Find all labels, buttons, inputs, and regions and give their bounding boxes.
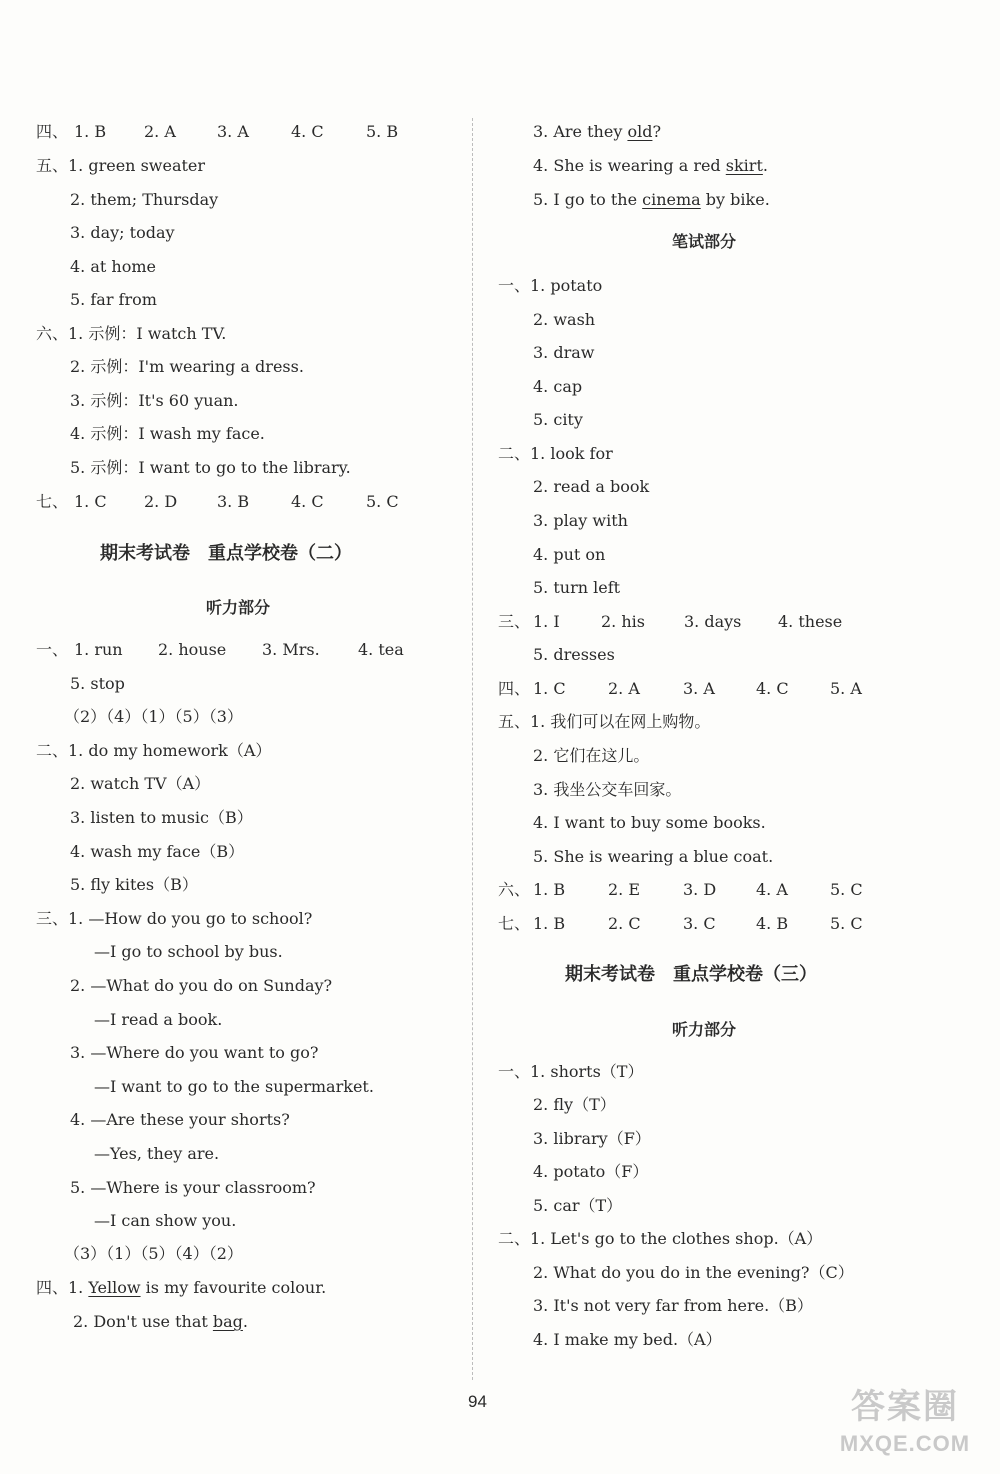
section-prefix: 四、 xyxy=(498,679,531,698)
answer-line: 4. 示例：I wash my face. xyxy=(70,424,265,443)
answer-item: 4. C xyxy=(291,122,324,141)
answer-item: 2. A xyxy=(144,122,176,141)
answer-line: 2. read a book xyxy=(533,477,650,496)
answer-line: 4. cap xyxy=(533,377,583,396)
column-divider xyxy=(472,118,473,1380)
answer-item: 3. Mrs. xyxy=(262,640,320,659)
answer-item: 2. his xyxy=(601,612,645,631)
answer-line: 一、1. potato xyxy=(498,276,603,295)
underlined-word: Yellow xyxy=(88,1278,141,1297)
answer-line: 3. It's not very far from here.（B） xyxy=(533,1296,813,1315)
answer-line: 2. What do you do in the evening?（C） xyxy=(533,1263,854,1282)
answer-item: 1. B xyxy=(533,880,566,899)
answer-item: 1. B xyxy=(533,914,566,933)
answer-line: 四、1. Yellow is my favourite colour. xyxy=(36,1278,327,1297)
answer-line: 2. wash xyxy=(533,310,596,329)
answer-line: 2. fly（T） xyxy=(533,1095,616,1114)
answer-line: 5. city xyxy=(533,410,583,429)
answer-line: 3. —Where do you want to go? xyxy=(70,1043,319,1062)
answer-order: （2）（4）（1）（5）（3） xyxy=(64,707,243,726)
page-number: 94 xyxy=(468,1392,487,1411)
exam-title: 期末考试卷 重点学校卷（二） xyxy=(100,543,352,564)
answer-line: 2. watch TV（A） xyxy=(70,774,211,793)
answer-item: 5. A xyxy=(830,679,862,698)
answer-line: 5. turn left xyxy=(533,578,621,597)
section-prefix: 四、 xyxy=(36,122,69,141)
answer-line: —I read a book. xyxy=(94,1010,223,1029)
answer-item: 2. C xyxy=(608,914,641,933)
answer-line: 4. put on xyxy=(533,545,606,564)
answer-line: 5. She is wearing a blue coat. xyxy=(533,847,774,866)
answer-line: 3. listen to music（B） xyxy=(70,808,253,827)
answer-line: 二、1. do my homework（A） xyxy=(36,741,272,760)
answer-item: 1. B xyxy=(74,122,107,141)
answer-item: 1. run xyxy=(74,640,123,659)
section-prefix: 七、 xyxy=(36,492,69,511)
answer-line: 5. 示例：I want to go to the library. xyxy=(70,458,351,477)
answer-line: —I go to school by bus. xyxy=(94,942,283,961)
answer-line: 二、1. look for xyxy=(498,444,613,463)
answer-line: 4. I want to buy some books. xyxy=(533,813,766,832)
answer-item: 5. C xyxy=(830,914,863,933)
answer-line: 4. at home xyxy=(70,257,156,276)
answer-line: 5. fly kites（B） xyxy=(70,875,198,894)
answer-line: —I can show you. xyxy=(94,1211,237,1230)
answer-line: 2. 它们在这儿。 xyxy=(533,746,650,765)
answer-line: 一、1. shorts（T） xyxy=(498,1062,644,1081)
answer-line: 3. library（F） xyxy=(533,1129,651,1148)
underlined-word: skirt xyxy=(725,156,763,175)
answer-item: 1. C xyxy=(74,492,107,511)
answer-line: 5. far from xyxy=(70,290,157,309)
answer-line: 4. She is wearing a red skirt. xyxy=(533,156,768,175)
answer-line: 三、1. —How do you go to school? xyxy=(36,909,313,928)
answer-line: 3. 我坐公交车回家。 xyxy=(533,780,682,799)
answer-line: 2. —What do you do on Sunday? xyxy=(70,976,333,995)
answer-item: 2. house xyxy=(158,640,227,659)
answer-item: 3. B xyxy=(217,492,250,511)
answer-line: —I want to go to the supermarket. xyxy=(94,1077,374,1096)
answer-line: 5. stop xyxy=(70,674,125,693)
section-title: 笔试部分 xyxy=(672,232,737,251)
watermark-url: MXQE.COM xyxy=(839,1431,971,1456)
answer-line: 3. play with xyxy=(533,511,628,530)
section-prefix: 一、 xyxy=(36,640,69,659)
answer-line: 5. car（T） xyxy=(533,1196,623,1215)
answer-line: 4. wash my face（B） xyxy=(70,842,245,861)
answer-item: 1. I xyxy=(533,612,560,631)
answer-line: —Yes, they are. xyxy=(94,1144,220,1163)
answer-item: 4. these xyxy=(778,612,843,631)
watermark-text: 答案圈 xyxy=(851,1388,959,1426)
answer-line: 五、1. green sweater xyxy=(36,156,206,175)
answer-item: 4. C xyxy=(756,679,789,698)
answer-item: 5. C xyxy=(830,880,863,899)
section-prefix: 三、 xyxy=(498,612,531,631)
answer-item: 4. C xyxy=(291,492,324,511)
answer-item: 1. C xyxy=(533,679,566,698)
answer-item: 4. B xyxy=(756,914,789,933)
underlined-word: cinema xyxy=(642,190,701,209)
answer-line: 3. day; today xyxy=(70,223,175,242)
answer-line: 3. Are they old? xyxy=(533,122,662,141)
answer-line: 2. them; Thursday xyxy=(70,190,219,209)
answer-line: 3. draw xyxy=(533,343,595,362)
answer-line: 2. 示例：I'm wearing a dress. xyxy=(70,357,304,376)
answer-line: 4. —Are these your shorts? xyxy=(70,1110,290,1129)
answer-item: 3. A xyxy=(683,679,715,698)
answer-line: 5. I go to the cinema by bike. xyxy=(533,190,770,209)
answer-line: 3. 示例：It's 60 yuan. xyxy=(70,391,239,410)
section-prefix: 六、 xyxy=(498,880,531,899)
answer-item: 2. D xyxy=(144,492,178,511)
answer-item: 3. A xyxy=(217,122,249,141)
underlined-word: bag xyxy=(212,1312,243,1331)
watermark-logo xyxy=(820,1385,990,1470)
underlined-word: old xyxy=(627,122,653,141)
answer-item: 5. C xyxy=(366,492,399,511)
answer-item: 4. tea xyxy=(358,640,404,659)
answer-line: 5. —Where is your classroom? xyxy=(70,1178,316,1197)
answer-item: 4. A xyxy=(756,880,788,899)
answer-line: 4. I make my bed.（A） xyxy=(533,1330,722,1349)
answer-item: 2. A xyxy=(608,679,640,698)
answer-line: 2. Don't use that bag. xyxy=(73,1312,249,1331)
answer-line: 5. dresses xyxy=(533,645,615,664)
section-prefix: 七、 xyxy=(498,914,531,933)
answer-item: 2. E xyxy=(608,880,641,899)
answer-item: 3. days xyxy=(684,612,742,631)
answer-item: 3. D xyxy=(683,880,717,899)
answer-item: 3. C xyxy=(683,914,716,933)
answer-line: 五、1. 我们可以在网上购物。 xyxy=(498,712,711,731)
section-title: 听力部分 xyxy=(206,598,271,617)
answer-order: （3）（1）（5）（4）（2） xyxy=(64,1244,243,1263)
exam-title: 期末考试卷 重点学校卷（三） xyxy=(565,964,817,985)
answer-line: 二、1. Let's go to the clothes shop.（A） xyxy=(498,1229,823,1248)
section-title: 听力部分 xyxy=(672,1020,737,1039)
answer-line: 4. potato（F） xyxy=(533,1162,649,1181)
answer-item: 5. B xyxy=(366,122,399,141)
answer-line: 六、1. 示例：I watch TV. xyxy=(36,324,227,343)
